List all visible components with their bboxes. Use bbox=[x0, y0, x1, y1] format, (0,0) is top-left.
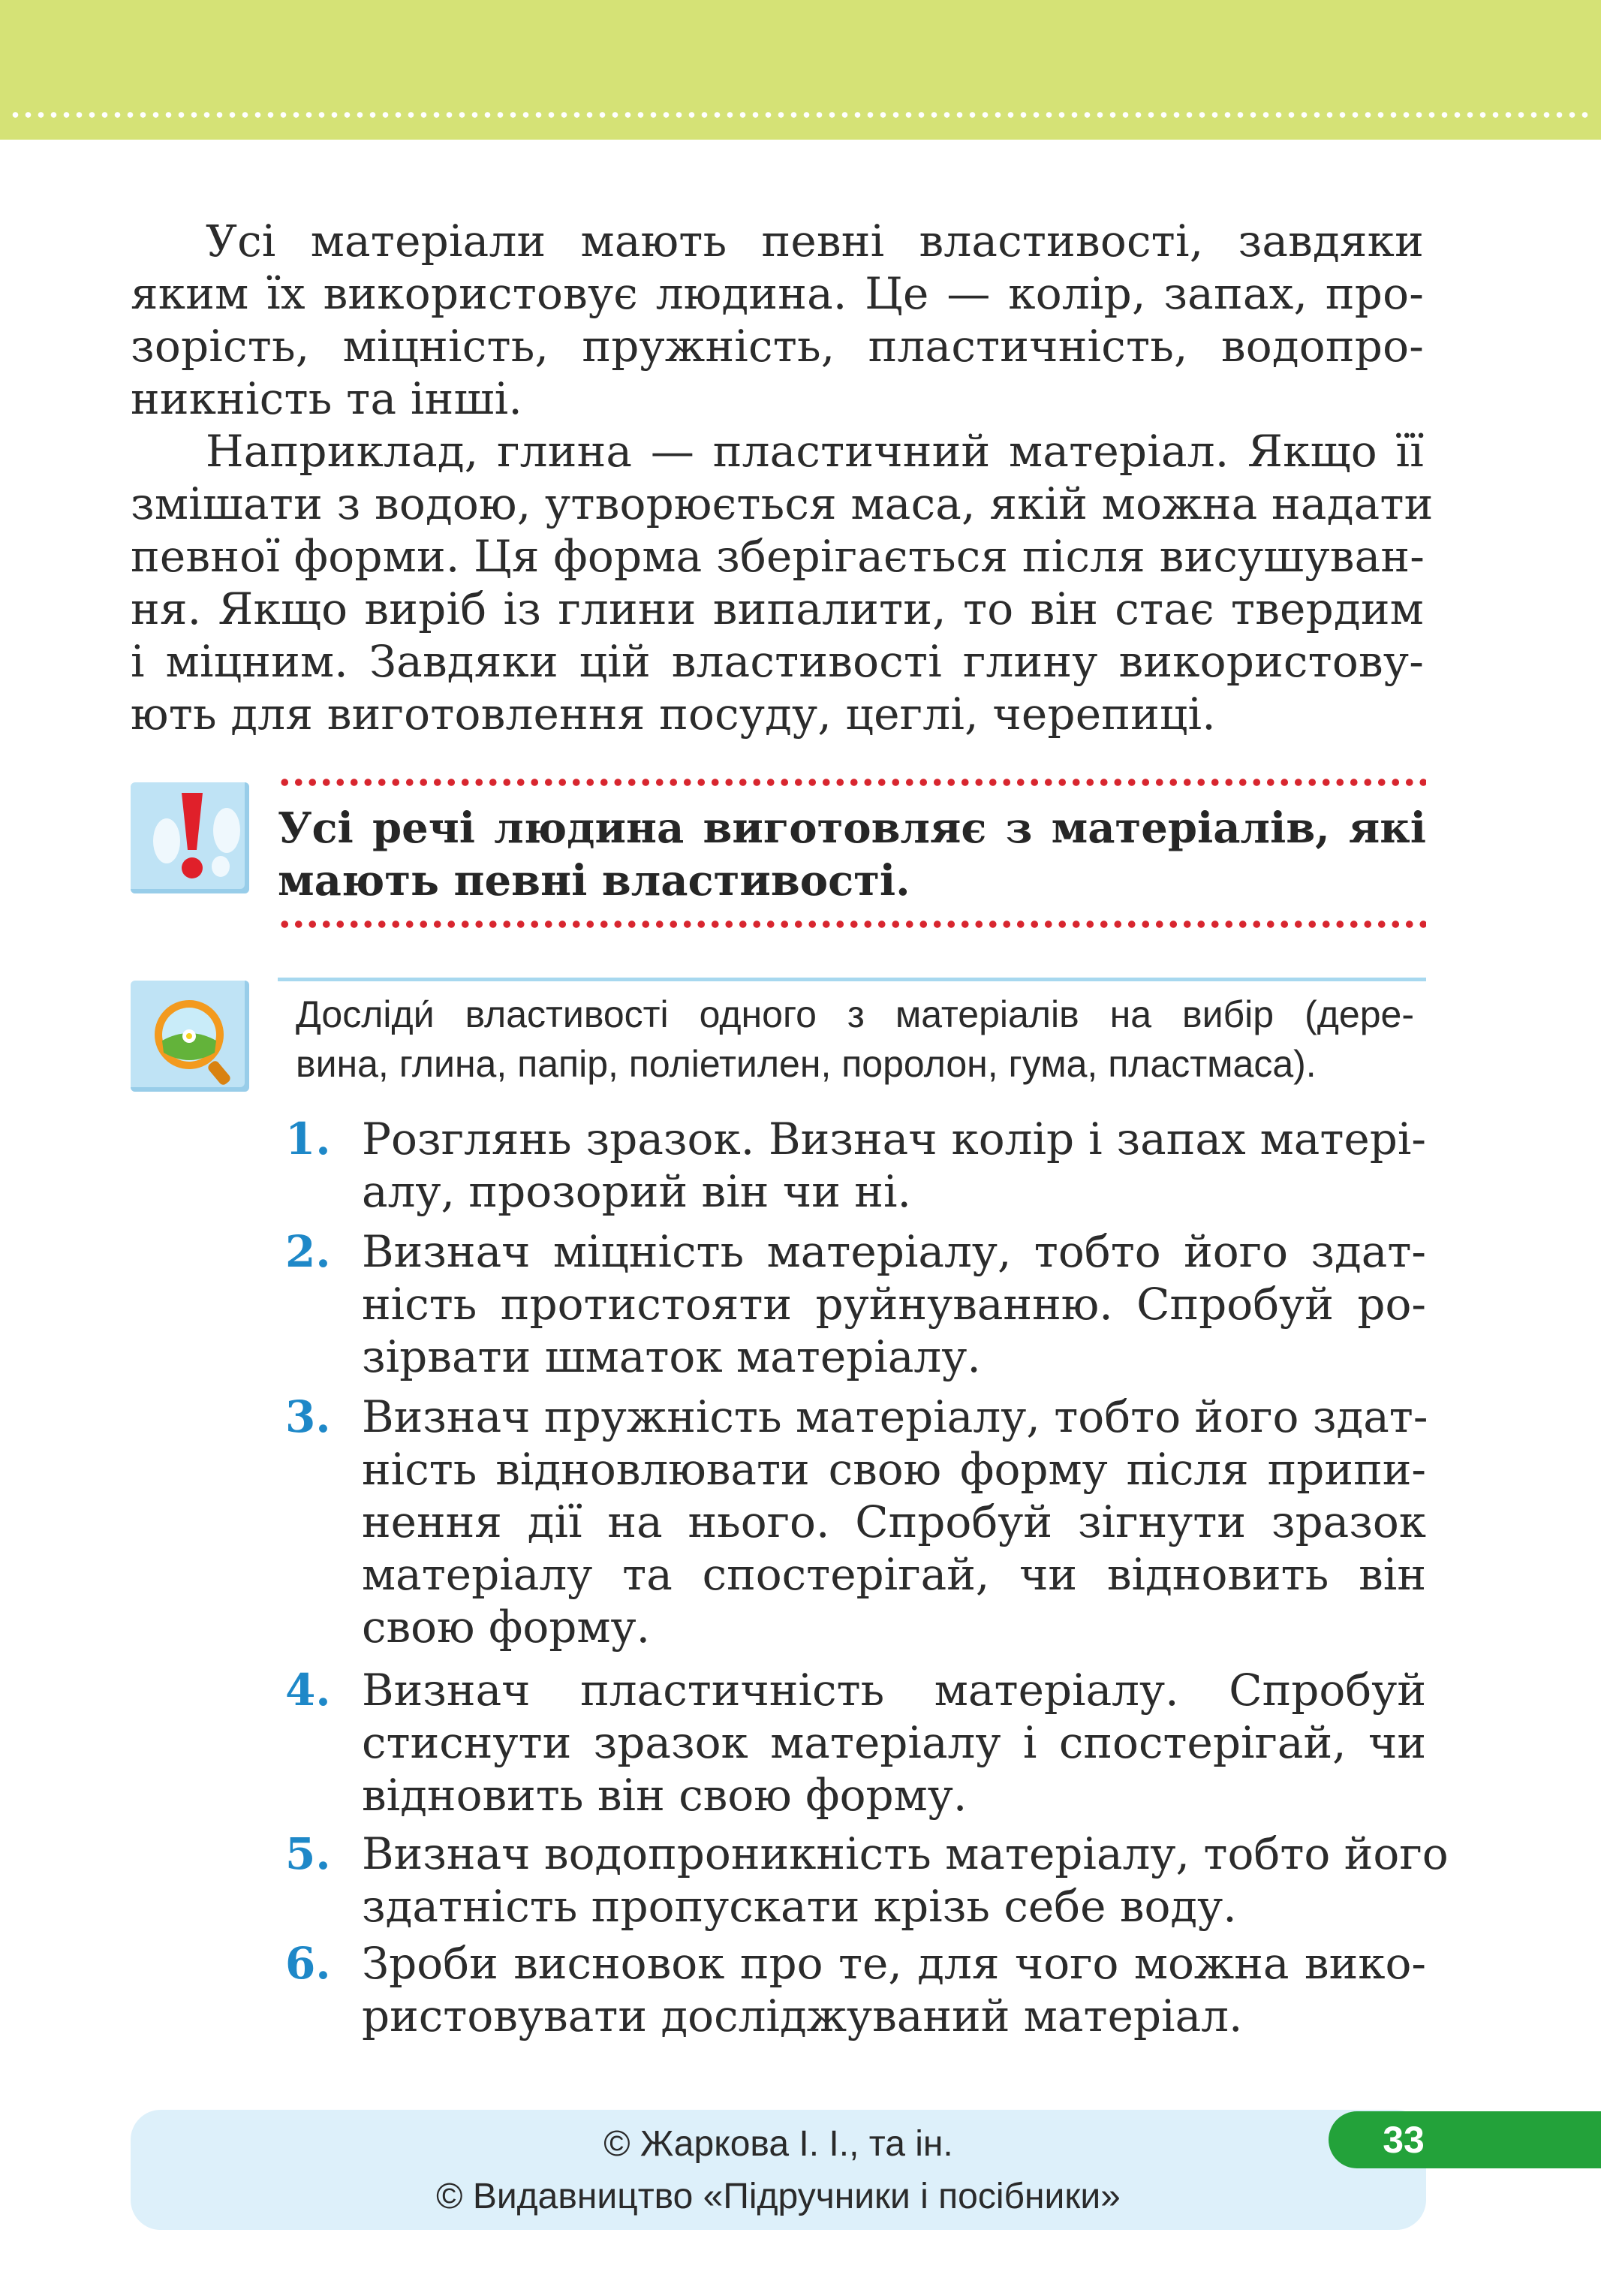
rule-line: Усі речі людина виготовляє з матеріалів, які bbox=[278, 803, 1426, 853]
task-top-rule bbox=[278, 978, 1426, 981]
step-line: Визнач пружність матеріалу, тобто його здат- bbox=[362, 1391, 1428, 1442]
step-line: Визнач пластичність матеріалу. Спробуй bbox=[362, 1665, 1426, 1716]
intro-line: никність та інші. bbox=[131, 373, 522, 424]
step-number: 1. bbox=[285, 1113, 331, 1165]
example-line: змішати з водою, утворюється маса, якій можна надати bbox=[131, 478, 1434, 529]
rule-line: мають певні властивості. bbox=[278, 856, 910, 905]
exclamation-footprints-icon bbox=[131, 782, 249, 893]
rule-text bbox=[278, 802, 1426, 907]
header-dotted-line bbox=[9, 111, 1593, 119]
example-line: Наприклад, глина — пластичний матеріал. Якщо її bbox=[206, 426, 1424, 477]
step-number: 4. bbox=[285, 1665, 331, 1716]
step-line: ристовувати досліджуваний матеріал. bbox=[362, 1990, 1243, 2041]
step-line: Визнач водопроникність матеріалу, тобто його bbox=[362, 1828, 1449, 1879]
rule-bottom-dotted-line bbox=[278, 920, 1426, 929]
step-line: алу, прозорий він чи ні. bbox=[362, 1166, 911, 1217]
intro-line: зорість, міцність, пружність, пластичність, водопро- bbox=[131, 321, 1424, 372]
footer-publisher: © Видавництво «Підручники і посібники» bbox=[436, 2177, 1121, 2216]
rule-top-dotted-line bbox=[278, 778, 1426, 787]
example-line: ють для виготовлення посуду, цеглі, черепиці. bbox=[131, 688, 1216, 740]
footer-author: © Жаркова І. І., та ін. bbox=[603, 2124, 953, 2164]
intro-paragraph bbox=[131, 215, 1424, 425]
step-number: 6. bbox=[285, 1938, 331, 1989]
task-text bbox=[296, 990, 1414, 1089]
step-line: відновить він свою форму. bbox=[362, 1770, 968, 1821]
step-line: здатність пропускати крізь себе воду. bbox=[362, 1881, 1237, 1932]
step-line: ність відновлювати свою форму після припи- bbox=[362, 1444, 1426, 1495]
example-line: певної форми. Ця форма зберігається після висушуван- bbox=[131, 531, 1425, 582]
step-line: Розглянь зразок. Визнач колір і запах матері- bbox=[362, 1113, 1426, 1165]
task-line: вина, глина, папір, поліетилен, поролон, гума, пластмаса). bbox=[296, 1043, 1317, 1085]
intro-line: Усі матеріали мають певні властивості, завдяки bbox=[206, 215, 1424, 267]
step-line: матеріалу та спостерігай, чи відновить він bbox=[362, 1549, 1426, 1600]
task-line: Досліди́ властивості одного з матеріалів на вибір (дере- bbox=[296, 993, 1414, 1035]
step-number: 3. bbox=[285, 1391, 331, 1442]
example-line: ня. Якщо виріб із глини випалити, то він стає твердим bbox=[131, 583, 1424, 634]
step-number: 2. bbox=[285, 1226, 331, 1277]
step-line: нення дії на нього. Спробуй зігнути зразок bbox=[362, 1496, 1426, 1547]
page-number: 33 bbox=[1383, 2119, 1425, 2161]
step-line: зірвати шматок матеріалу. bbox=[362, 1331, 981, 1382]
header-band bbox=[0, 0, 1601, 140]
example-paragraph bbox=[131, 425, 1434, 740]
magnifier-icon bbox=[131, 981, 249, 1092]
step-line: свою форму. bbox=[362, 1601, 651, 1653]
example-line: і міцним. Завдяки цій властивості глину використову- bbox=[131, 636, 1424, 687]
step-line: Зроби висновок про те, для чого можна вико- bbox=[362, 1938, 1426, 1989]
step-line: стиснути зразок матеріалу і спостерігай, чи bbox=[362, 1717, 1426, 1768]
step-line: Визнач міцність матеріалу, тобто його здат- bbox=[362, 1226, 1426, 1277]
step-line: ність протистояти руйнуванню. Спробуй ро- bbox=[362, 1279, 1426, 1330]
step-number: 5. bbox=[285, 1828, 331, 1879]
intro-line: яким їх використовує людина. Це — колір, запах, про- bbox=[131, 268, 1424, 319]
